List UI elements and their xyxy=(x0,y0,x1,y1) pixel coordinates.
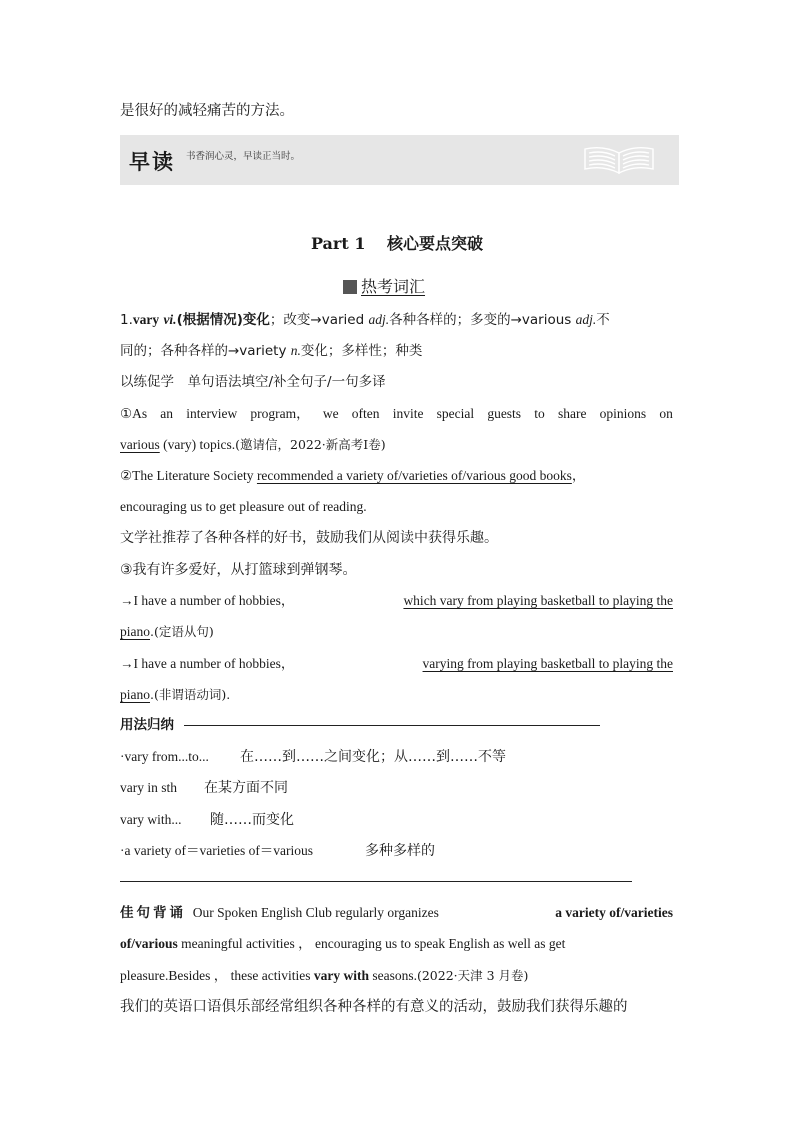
exercise-3-answer-a xyxy=(120,591,673,611)
section-heading xyxy=(343,274,425,297)
exercise-text: ， xyxy=(571,468,586,483)
usage-heading-rule xyxy=(184,725,600,726)
sentence-line3 xyxy=(120,966,528,986)
open-book-icon xyxy=(581,143,657,177)
exercise-text: →I have a number of hobbies， xyxy=(120,656,295,671)
exercise-3-answer-b xyxy=(120,654,673,674)
exercise-text: (vary) topics. xyxy=(159,437,236,452)
answer-text: which vary from playing basketball to playing the xyxy=(403,593,673,608)
entry-text: ；改变→varied xyxy=(269,312,369,328)
body-text-top: 是很好的减轻痛苦的方法。 xyxy=(120,103,294,119)
sentence-text: meaningful activities ， encouraging us to speak English as well as get xyxy=(177,936,566,951)
exercise-1-line2 xyxy=(120,435,386,455)
entry-text: 同的；各种各样的→variety xyxy=(120,343,291,359)
usage-heading: 用法归纳 xyxy=(120,717,174,733)
word: guests xyxy=(487,406,522,421)
practice-heading: 以练促学 单句语法填空/补全句子/一句多译 xyxy=(120,374,386,390)
entry-word: vary xyxy=(132,312,160,327)
word: we xyxy=(322,406,339,421)
word: ①As xyxy=(120,406,148,421)
entry-text: 变化；多样性；种类 xyxy=(300,343,423,359)
exercise-text: ②The Literature Society xyxy=(120,468,257,483)
entry-text: 各种各样的；多变的→various xyxy=(389,312,576,328)
vocab-entry-line2 xyxy=(120,341,422,361)
sentence-heading: 佳句背诵 xyxy=(120,905,186,921)
word: on xyxy=(659,406,673,421)
answer-text: piano xyxy=(120,687,150,702)
vocab-entry-line1 xyxy=(120,310,610,330)
sentence-key-phrase: vary with xyxy=(313,968,369,983)
usage-phrase: ·a variety of＝varieties of＝various xyxy=(120,843,314,858)
source-note: (2022·天津 3 月卷) xyxy=(416,968,529,983)
section-marker-icon xyxy=(343,280,357,294)
entry-pos: vi. xyxy=(163,312,177,327)
banner-motto: 书香润心灵，早读正当时。 xyxy=(186,151,301,162)
sentence-text: pleasure.Besides ， these activities xyxy=(120,968,314,983)
sentence-text: seasons. xyxy=(368,968,417,983)
word: special xyxy=(436,406,475,421)
usage-bottom-rule xyxy=(120,881,632,882)
section-heading-text: 热考词汇 xyxy=(361,277,426,296)
word: opinions xyxy=(599,406,647,421)
usage-item xyxy=(120,778,288,798)
exercise-1-line1 xyxy=(120,404,673,424)
grammar-note: .(定语从句) xyxy=(150,624,214,639)
word: share xyxy=(557,406,587,421)
usage-item xyxy=(120,810,294,830)
usage-meaning: 在某方面不同 xyxy=(204,780,288,796)
exercise-2-line1 xyxy=(120,466,585,486)
sentence-text: Our Spoken English Club regularly organizes xyxy=(192,905,439,920)
word: to xyxy=(534,406,545,421)
entry-number: 1. xyxy=(120,312,133,328)
word: program， xyxy=(250,406,310,421)
usage-phrase: ·vary from...to... xyxy=(120,749,209,764)
word: an xyxy=(160,406,174,421)
source-note: (邀请信，2022·新高考Ⅰ卷) xyxy=(235,437,386,452)
exercise-3-answer-a-cont xyxy=(120,622,214,642)
sentence-key-phrase: a variety of/varieties xyxy=(555,905,673,920)
entry-meaning: (根据情况)变化 xyxy=(176,312,270,328)
word: interview xyxy=(186,406,238,421)
banner-title: 早读 xyxy=(129,150,175,174)
usage-phrase: vary with... xyxy=(120,812,182,827)
early-reading-banner xyxy=(120,135,679,185)
sentence-key-phrase: of/various xyxy=(120,936,178,951)
exercise-2-line2: encouraging us to get pleasure out of reading. xyxy=(120,499,367,514)
usage-meaning: 在……到……之间变化；从……到……不等 xyxy=(240,749,506,765)
answer-text: varying from playing basketball to playing the xyxy=(422,656,673,671)
word: invite xyxy=(392,406,424,421)
sentence-line1 xyxy=(120,903,673,923)
grammar-note: .(非谓语动词). xyxy=(150,687,231,702)
exercise-3-answer-b-cont xyxy=(120,685,230,705)
exercise-2-translation: 文学社推荐了各种各样的好书，鼓励我们从阅读中获得乐趣。 xyxy=(120,530,498,546)
exercise-text: →I have a number of hobbies， xyxy=(120,593,295,608)
usage-item xyxy=(120,747,506,767)
entry-pos-adj: adj. xyxy=(368,312,390,327)
sentence-line2 xyxy=(120,934,673,954)
usage-phrase: vary in sth xyxy=(120,780,177,795)
exercise-3-prompt: ③我有许多爱好，从打篮球到弹钢琴。 xyxy=(120,562,357,578)
sentence-translation: 我们的英语口语俱乐部经常组织各种各样的有意义的活动，鼓励我们获得乐趣的 xyxy=(120,999,628,1015)
answer-text: various xyxy=(120,437,160,452)
entry-pos-adj: adj. xyxy=(575,312,597,327)
answer-text: recommended a variety of/varieties of/various good books xyxy=(256,468,572,483)
usage-item xyxy=(120,841,435,861)
word: often xyxy=(351,406,380,421)
answer-text: piano xyxy=(120,624,150,639)
usage-meaning: 随……而变化 xyxy=(210,812,294,828)
entry-pos-n: n. xyxy=(290,343,301,358)
usage-meaning: 多种多样的 xyxy=(365,843,435,859)
part-title: Part 1 核心要点突破 xyxy=(310,234,484,253)
entry-text: 不 xyxy=(596,312,610,328)
